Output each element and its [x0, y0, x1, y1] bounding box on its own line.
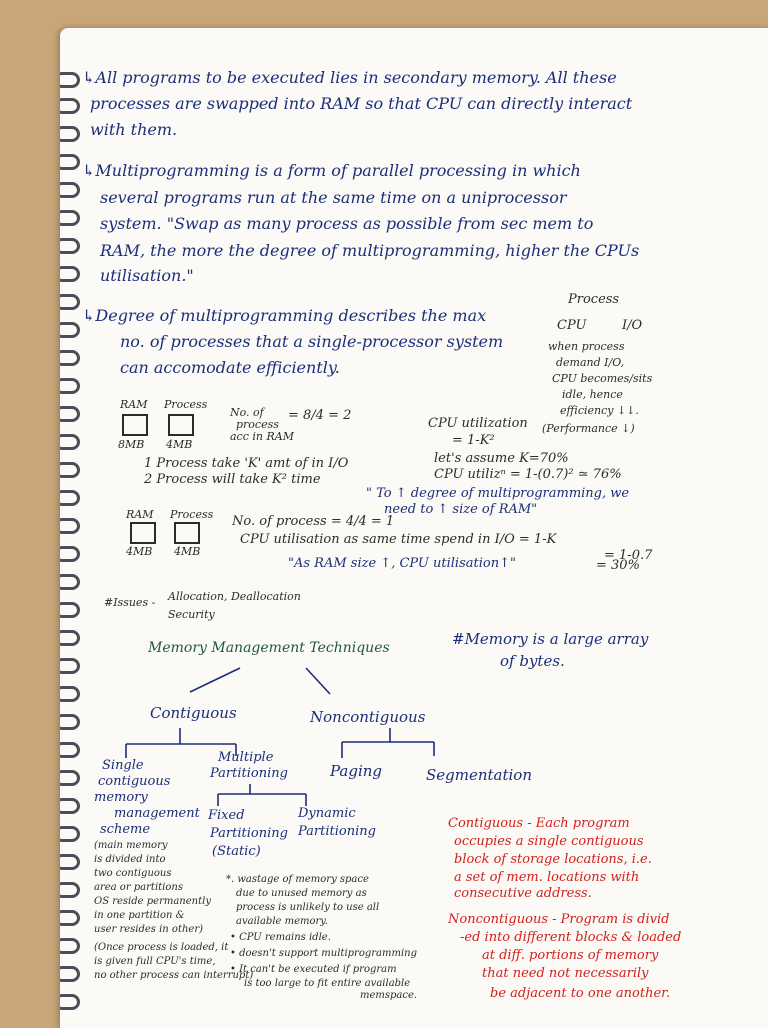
ram-size: 4MB [126, 545, 153, 558]
side-note-line: demand I/O, [556, 356, 625, 369]
util-title: CPU utilization [428, 416, 528, 431]
process-label: Process [164, 398, 208, 411]
red-note: block of storage locations, i.e. [454, 852, 652, 867]
acc-label: acc in RAM [230, 430, 294, 443]
side-note-line: idle, hence [562, 388, 623, 401]
single-note: is divided into [94, 854, 166, 865]
tree-single: memory [94, 790, 148, 805]
red-note: consecutive address. [454, 886, 592, 901]
util-line: CPU utilisation as same time spend in I/O = 1-K [240, 532, 557, 547]
tree-multiple: Multiple [218, 750, 274, 765]
tree-paging: Paging [330, 762, 383, 780]
red-note: Contiguous - Each program [448, 816, 630, 831]
side-note-line: CPU becomes/sits [552, 372, 653, 385]
single-note: user resides in other) [94, 924, 204, 935]
process-size: 4MB [166, 438, 193, 451]
issues-label: #Issues - [104, 596, 156, 609]
single-note: area or partitions [94, 882, 183, 893]
util-calc: CPU utilizⁿ = 1-(0.7)² ≃ 76% [434, 467, 622, 482]
single-note: OS reside permanently [94, 896, 211, 907]
note-line: utilisation." [100, 266, 194, 285]
single-note: two contiguous [94, 868, 172, 879]
side-note-line: (Performance ↓) [542, 422, 635, 435]
single-note: is given full CPU's time, [94, 956, 216, 967]
result-line: = 30% [596, 558, 640, 573]
note-line: ↳Multiprogramming is a form of parallel processing in which [82, 161, 581, 180]
single-note: in one partition & [94, 910, 185, 921]
formula-1: = 8/4 = 2 [288, 408, 352, 423]
tree-multiple: Partitioning [210, 766, 288, 781]
note-line: no. of processes that a single-processor system [120, 332, 504, 351]
ram-label: RAM [126, 508, 154, 521]
tree-single: contiguous [98, 774, 171, 789]
note-line: can accomodate efficiently. [120, 358, 340, 377]
ram-label: RAM [120, 398, 148, 411]
single-note: (main memory [94, 840, 168, 851]
memory-array-line: of bytes. [500, 652, 565, 670]
assume: let's assume K=70% [434, 451, 569, 466]
note-line: several programs run at the same time on a uniprocessor [100, 188, 567, 207]
note-line: system. "Swap as many process as possible from sec mem to [100, 214, 594, 233]
fixed-note: due to unused memory as [236, 888, 367, 899]
red-note: Noncontiguous - Program is divid [448, 912, 670, 927]
quote-line: need to ↑ size of RAM" [384, 502, 538, 517]
tree-segmentation: Segmentation [426, 766, 533, 784]
red-note: a set of mem. locations with [454, 870, 640, 885]
red-note: occupies a single contiguous [454, 834, 644, 849]
fixed-note: process is unlikely to use all [236, 902, 380, 913]
note-line: ↳Degree of multiprogramming describes the max [82, 306, 487, 325]
fixed-note: • It can't be executed if program [230, 964, 397, 975]
notebook-page [60, 28, 768, 1028]
tree-fixed: (Static) [212, 844, 261, 859]
issues-line: Allocation, Deallocation [168, 590, 301, 603]
note-line: ↳All programs to be executed lies in secondary memory. All these [82, 68, 617, 87]
process-size: 4MB [174, 545, 201, 558]
tree-dynamic: Partitioning [298, 824, 376, 839]
fixed-note: is too large to fit entire available [244, 978, 411, 989]
red-note: be adjacent to one another. [490, 986, 671, 1001]
tree-single: Single [102, 758, 144, 773]
single-note: (Once process is loaded, it [94, 942, 229, 953]
util-eq: = 1-K² [452, 433, 495, 448]
no-of-label: No. of [230, 406, 264, 419]
red-note: at diff. portions of memory [482, 948, 659, 963]
fixed-note: • CPU remains idle. [230, 932, 331, 943]
process-word: process [236, 418, 279, 431]
tree-single: scheme [100, 822, 151, 837]
tree-fixed: Fixed [208, 808, 245, 823]
fixed-note: • doesn't support multiprogramming [230, 948, 417, 959]
note-line: with them. [90, 120, 178, 139]
process-label: Process [170, 508, 214, 521]
quote-line: "As RAM size ↑, CPU utilisation↑" [288, 556, 516, 571]
tree-fixed: Partitioning [210, 826, 288, 841]
side-note-process: Process [568, 292, 620, 307]
tree-noncontiguous: Noncontiguous [310, 708, 426, 726]
formula-2: No. of process = 4/4 = 1 [232, 514, 395, 529]
side-note-line: efficiency ↓↓. [560, 404, 639, 417]
tree-dynamic: Dynamic [298, 806, 356, 821]
fixed-note: memspace. [360, 990, 418, 1001]
tree-contiguous: Contiguous [150, 704, 237, 722]
memory-array-line: #Memory is a large array [452, 630, 649, 648]
quote-line: " To ↑ degree of multiprogramming, we [366, 486, 630, 501]
red-note: that need not necessarily [482, 966, 649, 981]
tree-root: Memory Management Techniques [148, 640, 390, 656]
fixed-note: available memory. [236, 916, 328, 927]
issues-line: Security [168, 608, 215, 621]
side-note-io: I/O [622, 318, 643, 333]
red-note: -ed into different blocks & loaded [460, 930, 682, 945]
result-line: = 1-0.7 [604, 548, 653, 563]
note-line: processes are swapped into RAM so that CPU can directly interact [90, 94, 633, 113]
process-line: 2 Process will take K² time [144, 472, 321, 487]
single-note: no other process can interrupt) [94, 970, 254, 981]
fixed-note: *. wastage of memory space [226, 874, 369, 885]
note-line: RAM, the more the degree of multiprogramming, higher the CPUs [100, 241, 640, 260]
ram-size: 8MB [118, 438, 145, 451]
process-line: 1 Process take 'K' amt of in I/O [144, 456, 349, 471]
side-note-line: when process [548, 340, 625, 353]
tree-single: management [114, 806, 200, 821]
side-note-cpu: CPU [557, 318, 587, 333]
